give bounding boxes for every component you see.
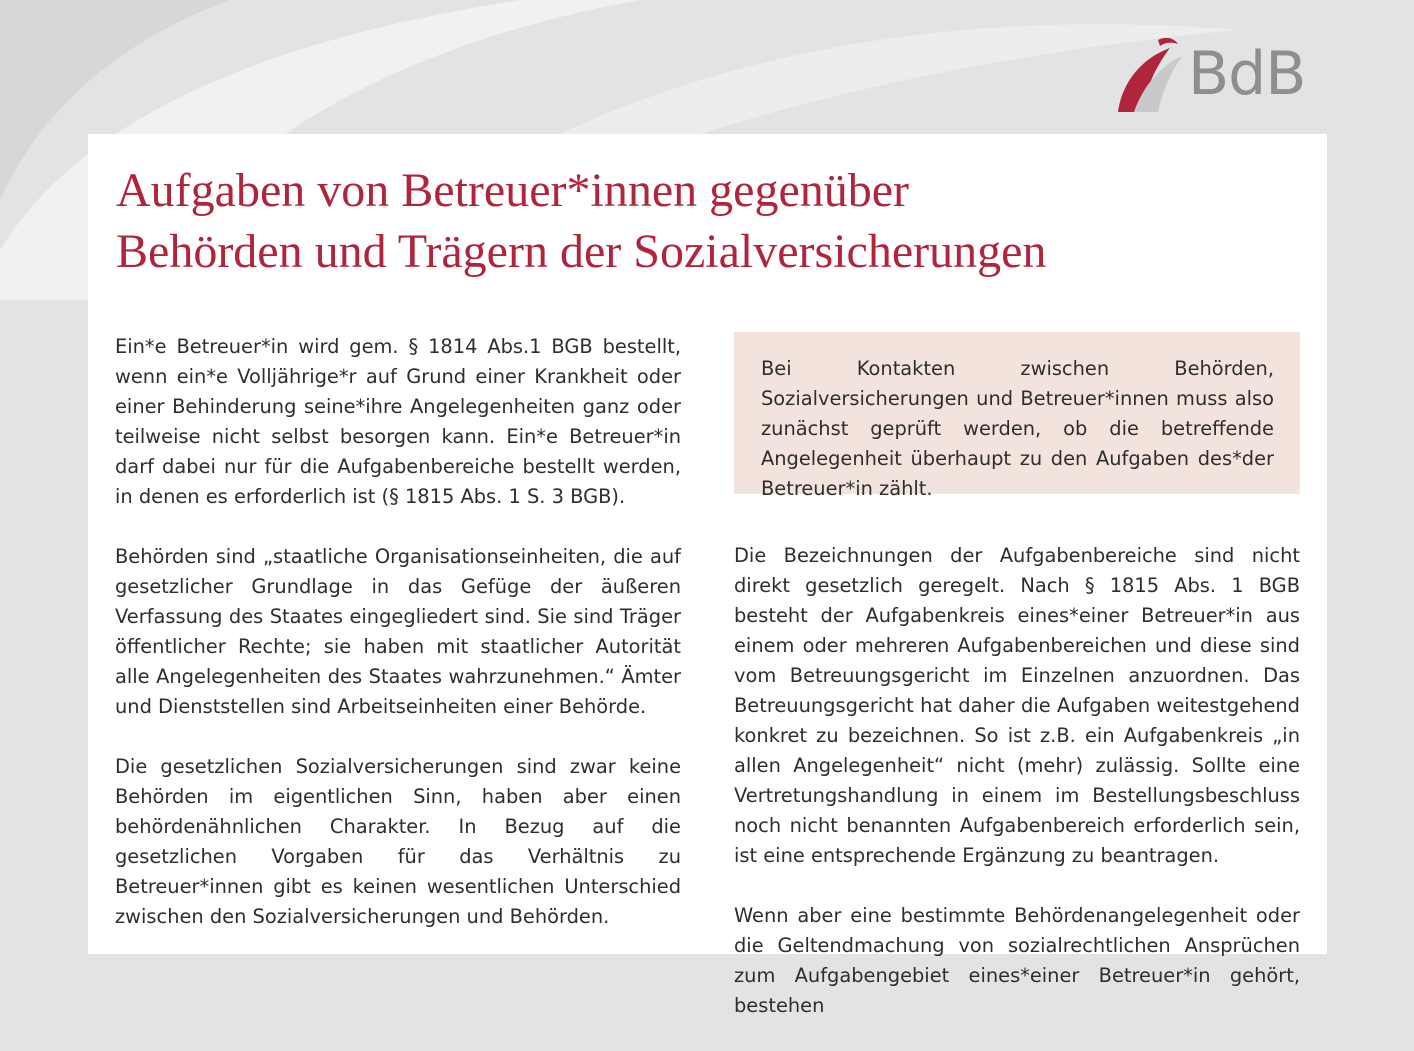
paragraph: Ein*e Betreuer*in wird gem. § 1814 Abs.1 BGB bestellt, wenn ein*e Volljährige*r auf Grund einer Krankheit oder einer Behinderung seine*ihre Angelegenheiten ganz oder teilweise nicht selbst besorgen kann. Ein*e Betreuer*in darf dabei nur für die Aufgabenbereiche bestellt werden, in denen es erforderlich ist (§ 1815 Abs. 1 S. 3 BGB). <box>115 335 681 508</box>
paragraph: Wenn aber eine bestimmte Behördenangelegenheit oder die Geltendmachung von sozialrechtlichen Ansprüchen zum Aufgabengebiet eines*einer Betreuer*in gehört, bestehen <box>734 904 1300 1017</box>
callout-text: Bei Kontakten zwischen Behörden, Sozialversicherungen und Betreuer*innen muss also zunächst geprüft werden, ob die betreffende Angelegenheit überhaupt zu den Aufgaben des*der Betreuer*in zählt. <box>761 357 1274 500</box>
page-title <box>116 160 1266 282</box>
title-line-2: Behörden und Trägern der Sozialversicherungen <box>116 225 1047 278</box>
title-line-1: Aufgaben von Betreuer*innen gegenüber <box>116 164 910 217</box>
logo-text: BdB <box>1188 39 1306 109</box>
left-column <box>115 332 681 962</box>
callout-box <box>734 332 1300 500</box>
paragraph: Behörden sind „staatliche Organisationseinheiten, die auf gesetzlicher Grundlage in das Gefüge der äußeren Verfassung des Staates eingegliedert sind. Sie sind Träger öffentlicher Rechte; sie haben mit staatlicher Autorität alle Angelegenheiten des Staates wahrzunehmen.“ Ämter und Dienststellen sind Arbeitseinheiten einer Behörde. <box>115 545 681 718</box>
right-column <box>734 541 1300 1051</box>
paragraph: Die gesetzlichen Sozialversicherungen sind zwar keine Behörden im eigentlichen Sinn, haben aber einen behördenähnlichen Charakter. In Bezug auf die gesetzlichen Vorgaben für das Verhältnis zu Betreuer*innen gibt es keinen wesentlichen Unterschied zwischen den Sozialversicherungen und Behörden. <box>115 755 681 928</box>
paragraph: Die Bezeichnungen der Aufgabenbereiche sind nicht direkt gesetzlich geregelt. Nach § 1815 Abs. 1 BGB besteht der Aufgabenkreis eines*einer Betreuer*in aus einem oder mehreren Aufgabenbereichen und diese sind vom Betreuungsgericht im Einzelnen anzuordnen. Das Betreuungsgericht hat daher die Aufgaben weitestgehend konkret zu bezeichnen. So ist z.B. ein Aufgabenkreis „in allen Angelegenheit“ nicht (mehr) zulässig. Sollte eine Vertretungshandlung in einem im Bestellungsbeschluss noch nicht benannten Aufgabenbereich erforderlich sein, ist eine entsprechende Ergänzung zu beantragen. <box>734 544 1300 867</box>
